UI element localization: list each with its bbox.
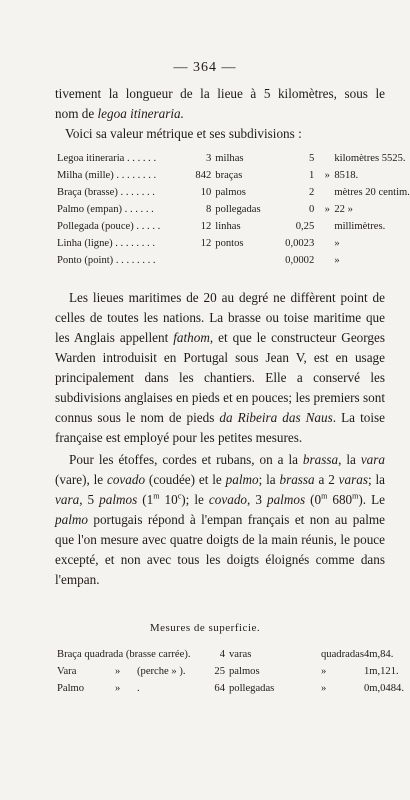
measure-value: 0,0002: [285, 255, 315, 266]
surface-qty: 64: [214, 683, 225, 694]
measure-name: Pollegada (pouce) . . . . .: [57, 221, 161, 232]
surface-unit: palmos: [229, 666, 260, 677]
measure-mark: [320, 218, 334, 235]
surface-c: (perche » ).: [137, 666, 186, 677]
measure-unit: linhas: [215, 221, 241, 232]
measure-value: 5: [308, 153, 315, 164]
measure-metric: 8518.: [334, 170, 359, 181]
measure-mark: [320, 252, 334, 269]
measure-metric: 22 »: [334, 204, 353, 215]
measure-mark: »: [324, 170, 330, 181]
measure-value: 1: [308, 170, 315, 181]
measure-mark: »: [324, 204, 330, 215]
measure-qty: 842: [195, 170, 212, 181]
legoa-term: legoa itineraria.: [97, 106, 184, 121]
measure-row: [57, 218, 410, 235]
intro-paragraph: [55, 84, 385, 144]
intro-line-1: tivement la longueur de la lieue à 5 kilomètres, sous le: [55, 86, 385, 101]
measure-name: Palmo (empan) . . . . . .: [57, 204, 154, 215]
body-text: [55, 288, 385, 590]
measure-qty: 8: [205, 204, 212, 215]
measure-mark: [320, 184, 334, 201]
surface-unit: pollegadas: [229, 683, 275, 694]
measure-row: [57, 167, 410, 184]
measure-metric: millimètres.: [334, 221, 386, 232]
surface-unit: varas: [229, 649, 252, 660]
intro-line-3: Voici sa valeur métrique et ses subdivisions :: [65, 126, 302, 141]
surface-qty: 4: [219, 649, 225, 660]
measure-metric: mètres 20 centim.: [334, 187, 410, 198]
measure-unit: pollegadas: [215, 204, 261, 215]
surface-a: Vara: [57, 666, 77, 677]
intro-line-2: nom de legoa itineraria.: [55, 106, 184, 121]
surface-measures-title: Mesures de superficie.: [149, 622, 261, 634]
measure-value: 0: [308, 204, 315, 215]
measure-row: [57, 150, 410, 167]
measure-qty: 10: [200, 187, 212, 198]
measure-unit: milhas: [215, 153, 244, 164]
surface-mark: »: [321, 683, 327, 694]
measure-mark: [320, 235, 334, 252]
measure-value: 0,0023: [285, 238, 315, 249]
surface-measures-table: [57, 646, 404, 697]
measure-unit: [215, 252, 280, 269]
measure-name: Linha (ligne) . . . . . . . .: [57, 238, 155, 249]
surface-a: Palmo: [57, 683, 85, 694]
paragraph-maritime: Les lieues maritimes de 20 au degré ne diffèrent point de celles de toutes les nations. La brasse ou toise maritime que les Anglais appellent fathom, et que le constructeur Georges Warden introduisit en Portugal sous Jean V, est en usage principalement dans les chantiers. Elle a conservé les subdivisions anglaises en pieds et en pouces; les premiers sont connus sous le nom de pieds da Ribeira das Naus. La toise française est employé pour les petites mesures.: [55, 290, 385, 445]
surface-c: .: [137, 683, 140, 694]
measure-unit: palmos: [215, 187, 246, 198]
measure-name: Braça (brasse) . . . . . . .: [57, 187, 155, 198]
surface-mark: »: [321, 666, 327, 677]
measure-metric: »: [334, 238, 340, 249]
measure-qty: 3: [205, 153, 212, 164]
page-number: — 364 —: [173, 60, 237, 75]
measure-unit: braças: [215, 170, 243, 181]
measure-name: Ponto (point) . . . . . . . .: [57, 255, 156, 266]
measure-mark: [320, 150, 334, 167]
measure-name: Legoa itineraria . . . . . .: [57, 153, 157, 164]
measure-row: [57, 252, 410, 269]
surface-row: [57, 646, 404, 663]
surface-mark: quadradas: [321, 649, 364, 660]
measure-unit: pontos: [215, 238, 244, 249]
measure-row: [57, 184, 410, 201]
measure-value: 0,25: [295, 221, 315, 232]
measure-qty: 12: [200, 238, 212, 249]
surface-a: Braça quadrada (brasse carrée).: [57, 649, 191, 660]
surface-b: »: [115, 666, 121, 677]
measure-name: Milha (mille) . . . . . . . .: [57, 170, 157, 181]
surface-b: »: [115, 683, 121, 694]
surface-row: [57, 680, 404, 697]
surface-value: 1m,121.: [363, 666, 399, 677]
measure-metric: »: [334, 255, 340, 266]
surface-value: 0m,0484.: [363, 683, 404, 694]
paragraph-fabrics: Pour les étoffes, cordes et rubans, on a la brassa, la vara (vare), le covado (coudée) et le palmo; la brassa a 2 varas; la vara, 5 palmos (1$^m$ 10$^c$); le covado, 3 palmos (0$^m$ 680$^m$). Le palmo portugais répond à l'empan français et non au palme que l'on mesure avec quatre doigts de la main réunis, le pouce excepté, et non avec tous les doigts éloignés comme dans l'empan.: [55, 452, 385, 587]
measure-metric: kilomètres 5525.: [334, 153, 406, 164]
measure-row: [57, 201, 410, 218]
measure-value: 2: [308, 187, 315, 198]
measure-qty: 12: [200, 221, 212, 232]
surface-row: [57, 663, 404, 680]
measure-row: [57, 235, 410, 252]
linear-measures-table: [57, 150, 410, 269]
surface-qty: 25: [214, 666, 225, 677]
measure-qty: [194, 252, 215, 269]
surface-value: 4m,84.: [363, 649, 394, 660]
